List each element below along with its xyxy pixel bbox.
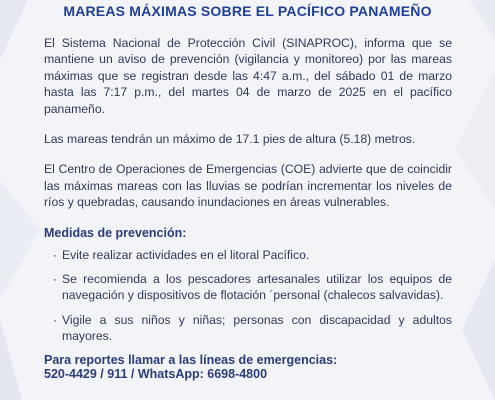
contact-numbers: 520-4429 / 911 / WhatsApp: 6698-4800 xyxy=(44,366,268,381)
list-item xyxy=(44,271,452,304)
bullet-icon: · xyxy=(53,312,58,327)
list-item-text: Vigile a sus niños y niñas; personas con discapacidad y adultos mayores. xyxy=(62,312,452,344)
list-item xyxy=(44,312,452,345)
intro-paragraph: El Sistema Nacional de Protección Civil (SINAPROC), informa que se mantiene un aviso de prevención (vigilancia y monitoreo) por las mareas máximas que se registran desde las 4:47 a.m., del sábado 01 de marzo hasta las 7:17 p.m., del martes 04 de marzo de 2025 en el pacífico panameño. xyxy=(44,36,452,116)
tide-height-paragraph: Las mareas tendrán un máximo de 17.1 pies de altura (5.18) metros. xyxy=(44,132,416,147)
list-item-text: Se recomienda a los pescadores artesanales utilizar los equipos de navegación y dispositivos de flotación ´personal (chalecos salvavidas). xyxy=(62,272,452,303)
bullet-icon: · xyxy=(53,247,58,262)
prevention-heading: Medidas de prevención: xyxy=(44,225,187,240)
list-item-text: Evite realizar actividades en el litoral Pacífico. xyxy=(62,247,310,262)
list-item xyxy=(44,247,452,263)
contact-heading: Para reportes llamar a las líneas de emergencias: xyxy=(44,352,338,367)
page-title: MAREAS MÁXIMAS SOBRE EL PACÍFICO PANAMEÑO xyxy=(63,3,432,19)
prevention-list xyxy=(44,247,452,345)
bullet-icon: · xyxy=(53,272,58,287)
bulletin-content xyxy=(44,35,452,381)
coe-warning-paragraph: El Centro de Operaciones de Emergencias (COE) advierte que de coincidir las máximas mareas con las lluvias se podrían incrementar los niveles de ríos y quebradas, causando inundaciones en áreas vulnerables. xyxy=(44,162,452,210)
